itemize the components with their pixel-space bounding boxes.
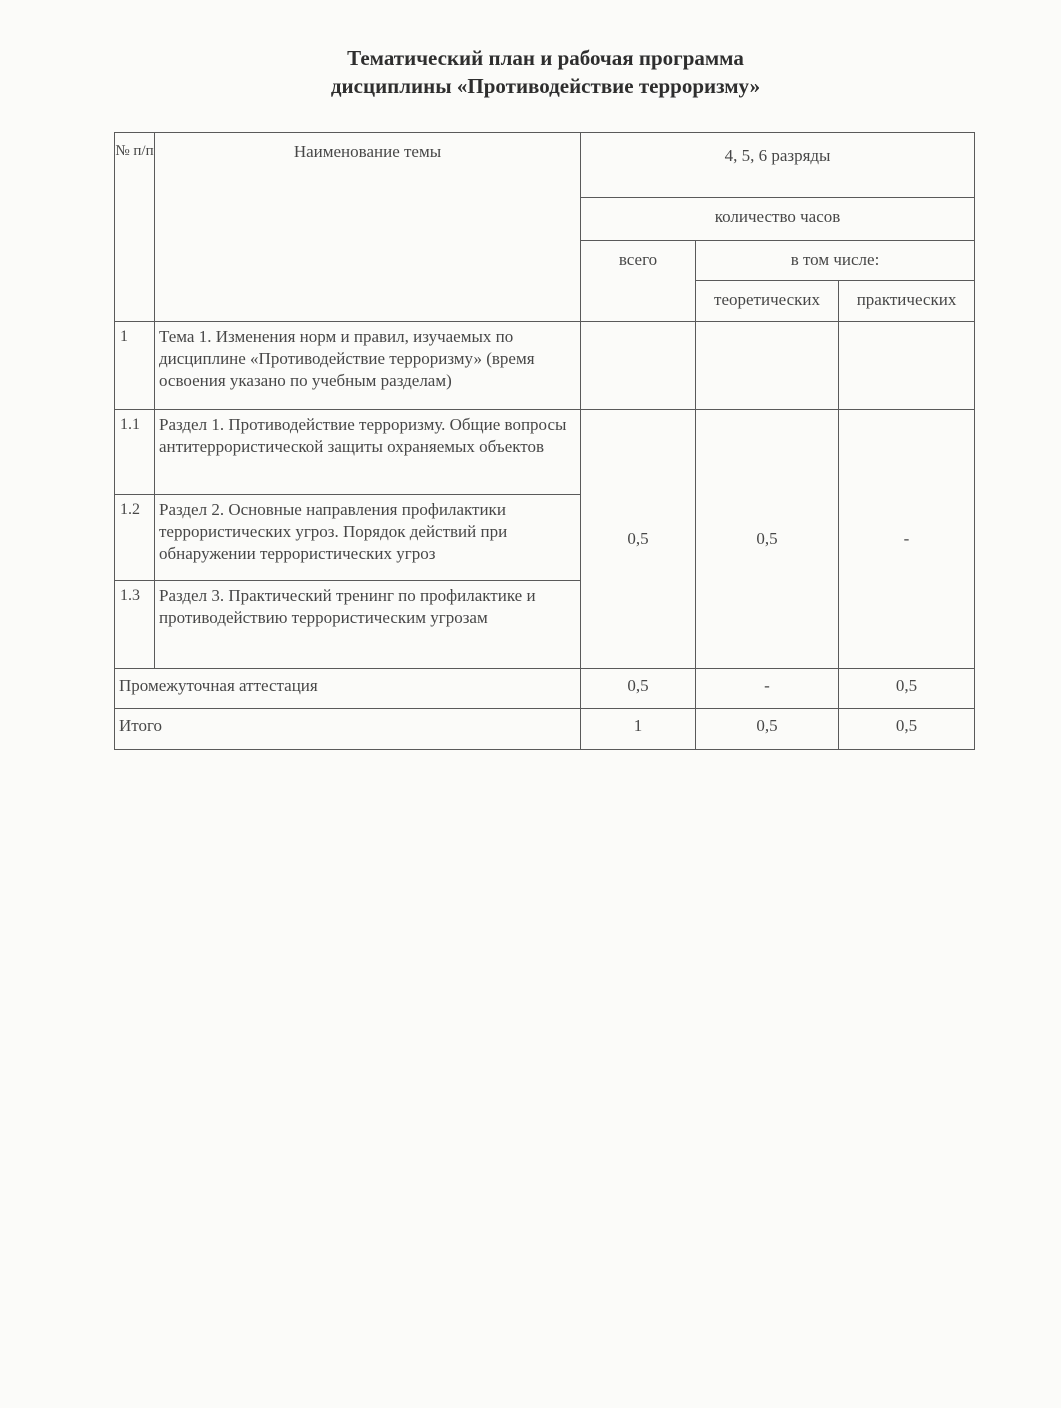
sections-practice-hours: - — [839, 410, 975, 669]
title-line-1: Тематический план и рабочая программа — [347, 46, 744, 70]
total-label: Итого — [115, 709, 581, 750]
row-theory-empty — [696, 322, 839, 410]
row-theme-name: Раздел 2. Основные направления профилактики террористических угроз. Порядок действий при обнаружении террористических угроз — [155, 495, 581, 581]
intermediate-total: 0,5 — [581, 669, 696, 709]
page-title — [0, 44, 1061, 100]
header-grades: 4, 5, 6 разряды — [581, 133, 975, 198]
sections-theory-hours: 0,5 — [696, 410, 839, 669]
row-practice-empty — [839, 322, 975, 410]
grand-total-practice: 0,5 — [839, 709, 975, 750]
header-theme: Наименование темы — [155, 133, 581, 322]
header-hours: количество часов — [581, 198, 975, 241]
row-num: 1 — [115, 322, 155, 410]
table-row — [115, 410, 975, 495]
header-total: всего — [581, 241, 696, 322]
grand-total-theory: 0,5 — [696, 709, 839, 750]
header-num: № п/п — [115, 133, 155, 322]
row-num: 1.3 — [115, 581, 155, 669]
header-practice: практических — [839, 281, 975, 322]
total-row — [115, 709, 975, 750]
header-row-1 — [115, 133, 975, 198]
title-line-2: дисциплины «Противодействие терроризму» — [330, 74, 761, 98]
row-theme-name: Тема 1. Изменения норм и правил, изучаемых по дисциплине «Противодействие терроризму» (время освоения указано по учебным разделам) — [155, 322, 581, 410]
row-num: 1.2 — [115, 495, 155, 581]
grand-total-hours: 1 — [581, 709, 696, 750]
table-row — [115, 322, 975, 410]
header-theory: теоретических — [696, 281, 839, 322]
sections-total-hours: 0,5 — [581, 410, 696, 669]
intermediate-practice: 0,5 — [839, 669, 975, 709]
intermediate-label: Промежуточная аттестация — [115, 669, 581, 709]
row-theme-name: Раздел 3. Практический тренинг по профилактике и противодействию террористическим угрозам — [155, 581, 581, 669]
thematic-plan-table — [114, 132, 975, 750]
header-including: в том числе: — [696, 241, 975, 281]
row-theme-name: Раздел 1. Противодействие терроризму. Общие вопросы антитеррористической защиты охраняемых объектов — [155, 410, 581, 495]
row-total-empty — [581, 322, 696, 410]
row-num: 1.1 — [115, 410, 155, 495]
intermediate-row — [115, 669, 975, 709]
intermediate-theory: - — [696, 669, 839, 709]
